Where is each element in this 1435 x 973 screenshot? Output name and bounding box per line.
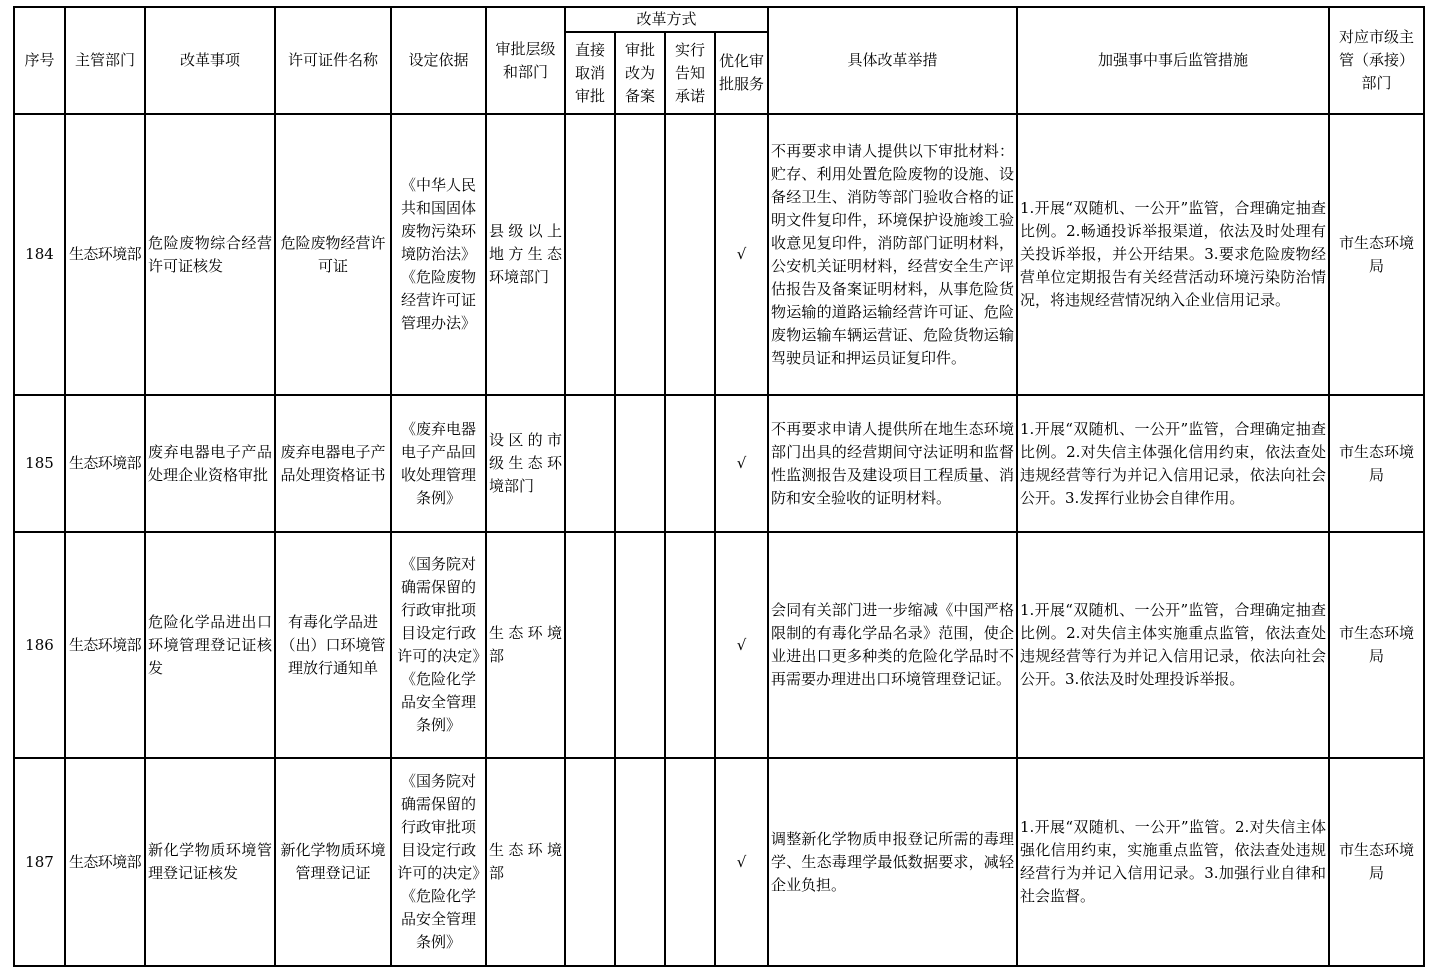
cell-mode-optimize: √ bbox=[715, 758, 768, 966]
table-row bbox=[14, 532, 1424, 758]
cell-seq: 185 bbox=[14, 395, 65, 532]
cell-license: 有毒化学品进（出）口环境管理放行通知单 bbox=[275, 532, 391, 758]
cell-license: 危险废物经营许可证 bbox=[275, 114, 391, 395]
header-mode-cancel: 直接取消审批 bbox=[565, 32, 615, 114]
header-mode-optimize: 优化审批服务 bbox=[715, 32, 768, 114]
cell-item: 危险化学品进出口环境管理登记证核发 bbox=[145, 532, 275, 758]
cell-item: 废弃电器电子产品处理企业资格审批 bbox=[145, 395, 275, 532]
cell-mode-filing bbox=[615, 395, 665, 532]
cell-mode-filing bbox=[615, 758, 665, 966]
cell-supervision: 1.开展“双随机、一公开”监管，合理确定抽查比例。2.畅通投诉举报渠道，依法及时处理有关投诉举报，并公开结果。3.要求危险废物经营单位定期报告有关经营活动环境污染防治情况，将违规经营情况纳入企业信用记录。 bbox=[1017, 114, 1329, 395]
cell-supervision: 1.开展“双随机、一公开”监管，合理确定抽查比例。2.对失信主体强化信用约束，依法查处违规经营等行为并记入信用记录，依法向社会公开。3.发挥行业协会自律作用。 bbox=[1017, 395, 1329, 532]
cell-measures: 不再要求申请人提供所在地生态环境部门出具的经营期间守法证明和监督性监测报告及建设项目工程质量、消防和安全验收的证明材料。 bbox=[768, 395, 1017, 532]
cell-city-dept: 市生态环境局 bbox=[1329, 758, 1424, 966]
cell-dept: 生态环境部 bbox=[65, 114, 145, 395]
cell-measures: 调整新化学物质申报登记所需的毒理学、生态毒理学最低数据要求，减轻企业负担。 bbox=[768, 758, 1017, 966]
table-row bbox=[14, 758, 1424, 966]
cell-measures: 不再要求申请人提供以下审批材料：贮存、利用处置危险废物的设施、设备经卫生、消防等部门验收合格的证明文件复印件，环境保护设施竣工验收意见复印件，消防部门证明材料，公安机关证明材料，经营安全生产评估报告及备案证明材料，从事危险货物运输的道路运输经营许可证、危险废物运输车辆运营证、危险货物运输驾驶员证和押运员证复印件。 bbox=[768, 114, 1017, 395]
header-mode-filing: 审批改为备案 bbox=[615, 32, 665, 114]
cell-basis: 《国务院对确需保留的行政审批项目设定行政许可的决定》《危险化学品安全管理条例》 bbox=[391, 532, 486, 758]
cell-level: 县级以上地方生态环境部门 bbox=[486, 114, 565, 395]
cell-basis: 《中华人民共和国固体废物污染环境防治法》《危险废物经营许可证管理办法》 bbox=[391, 114, 486, 395]
reform-table bbox=[13, 6, 1425, 967]
cell-basis: 《废弃电器电子产品回收处理管理条例》 bbox=[391, 395, 486, 532]
cell-mode-cancel bbox=[565, 532, 615, 758]
header-level: 审批层级和部门 bbox=[486, 7, 565, 114]
cell-dept: 生态环境部 bbox=[65, 395, 145, 532]
cell-mode-cancel bbox=[565, 395, 615, 532]
cell-mode-cancel bbox=[565, 758, 615, 966]
table-row bbox=[14, 114, 1424, 395]
cell-city-dept: 市生态环境局 bbox=[1329, 532, 1424, 758]
cell-mode-notify bbox=[665, 114, 715, 395]
cell-city-dept: 市生态环境局 bbox=[1329, 114, 1424, 395]
cell-mode-notify bbox=[665, 532, 715, 758]
cell-supervision: 1.开展“双随机、一公开”监管。2.对失信主体强化信用约束，实施重点监管，依法查处违规经营行为并记入信用记录。3.加强行业自律和社会监督。 bbox=[1017, 758, 1329, 966]
cell-mode-optimize: √ bbox=[715, 395, 768, 532]
cell-mode-notify bbox=[665, 758, 715, 966]
cell-supervision: 1.开展“双随机、一公开”监管，合理确定抽查比例。2.对失信主体实施重点监管，依法查处违规经营等行为并记入信用记录，依法向社会公开。3.依法及时处理投诉举报。 bbox=[1017, 532, 1329, 758]
cell-mode-optimize: √ bbox=[715, 532, 768, 758]
cell-mode-optimize: √ bbox=[715, 114, 768, 395]
header-item: 改革事项 bbox=[145, 7, 275, 114]
header-dept: 主管部门 bbox=[65, 7, 145, 114]
cell-seq: 184 bbox=[14, 114, 65, 395]
header-reform-mode: 改革方式 bbox=[565, 7, 768, 32]
table-row bbox=[14, 395, 1424, 532]
cell-mode-filing bbox=[615, 532, 665, 758]
cell-seq: 186 bbox=[14, 532, 65, 758]
header-row-1 bbox=[14, 7, 1424, 32]
cell-mode-filing bbox=[615, 114, 665, 395]
header-basis: 设定依据 bbox=[391, 7, 486, 114]
cell-level: 生态环境部 bbox=[486, 532, 565, 758]
cell-mode-cancel bbox=[565, 114, 615, 395]
cell-dept: 生态环境部 bbox=[65, 532, 145, 758]
cell-mode-notify bbox=[665, 395, 715, 532]
cell-level: 设区的市级生态环境部门 bbox=[486, 395, 565, 532]
cell-item: 新化学物质环境管理登记证核发 bbox=[145, 758, 275, 966]
cell-license: 新化学物质环境管理登记证 bbox=[275, 758, 391, 966]
cell-dept: 生态环境部 bbox=[65, 758, 145, 966]
header-measures: 具体改革举措 bbox=[768, 7, 1017, 114]
header-seq: 序号 bbox=[14, 7, 65, 114]
header-mode-notify: 实行告知承诺 bbox=[665, 32, 715, 114]
header-supervision: 加强事中事后监管措施 bbox=[1017, 7, 1329, 114]
cell-measures: 会同有关部门进一步缩减《中国严格限制的有毒化学品名录》范围，使企业进出口更多种类的危险化学品时不再需要办理进出口环境管理登记证。 bbox=[768, 532, 1017, 758]
cell-license: 废弃电器电子产品处理资格证书 bbox=[275, 395, 391, 532]
cell-seq: 187 bbox=[14, 758, 65, 966]
cell-item: 危险废物综合经营许可证核发 bbox=[145, 114, 275, 395]
header-city-dept: 对应市级主管（承接）部门 bbox=[1329, 7, 1424, 114]
cell-city-dept: 市生态环境局 bbox=[1329, 395, 1424, 532]
cell-level: 生态环境部 bbox=[486, 758, 565, 966]
header-license: 许可证件名称 bbox=[275, 7, 391, 114]
cell-basis: 《国务院对确需保留的行政审批项目设定行政许可的决定》《危险化学品安全管理条例》 bbox=[391, 758, 486, 966]
